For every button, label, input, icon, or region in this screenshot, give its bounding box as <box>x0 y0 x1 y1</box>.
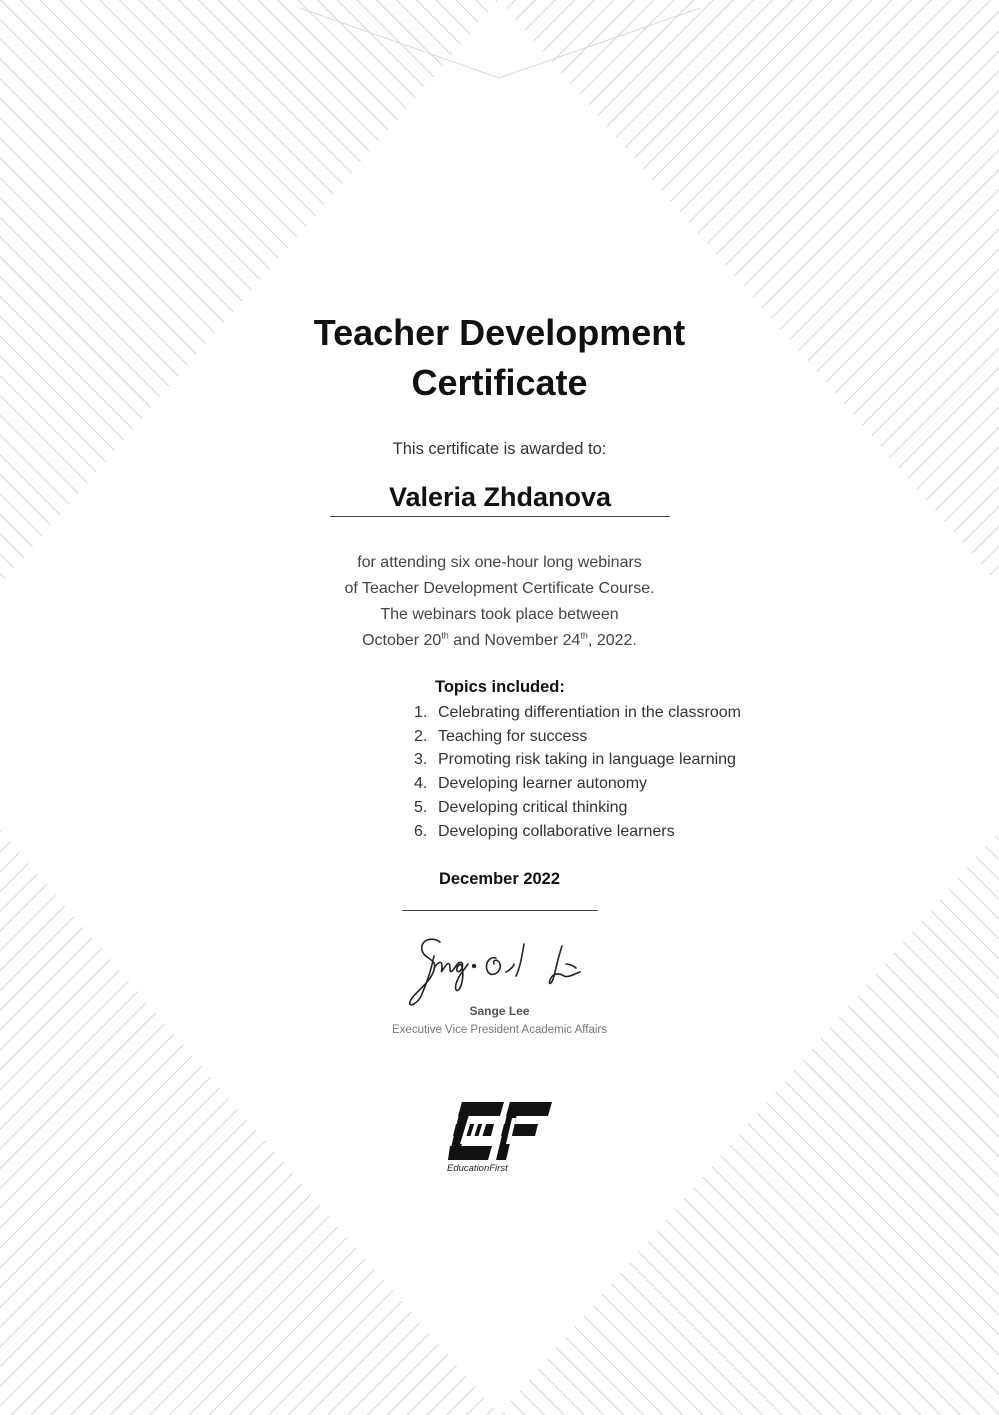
title-line-1: Teacher Development <box>313 312 686 353</box>
ef-logo-icon <box>448 1100 556 1162</box>
topic-number: 3. <box>414 751 428 769</box>
topic-text: Developing learner autonomy <box>438 775 648 793</box>
date-start: October 20 <box>362 632 442 649</box>
issue-date: December 2022 <box>438 870 561 888</box>
topic-item <box>414 701 834 725</box>
topic-item <box>414 725 834 749</box>
topic-text: Developing critical thinking <box>438 798 628 816</box>
topic-number: 6. <box>414 822 428 840</box>
certificate-title <box>0 308 999 408</box>
ordinal-suffix-1: th <box>441 630 449 641</box>
topic-text: Promoting risk taking in language learning <box>438 751 736 769</box>
title-line-2: Certificate <box>411 362 588 403</box>
topic-text: Teaching for success <box>438 727 588 745</box>
awarded-to-text: This certificate is awarded to: <box>392 440 607 458</box>
topics-heading: Topics included: <box>435 678 565 696</box>
topic-number: 1. <box>414 704 428 721</box>
topics-list <box>414 701 834 843</box>
signer-title: Executive Vice President Academic Affairs <box>392 1024 607 1036</box>
topic-number: 2. <box>414 727 428 745</box>
topic-number: 4. <box>414 775 428 793</box>
description-line-3: The webinars took place between <box>380 606 619 623</box>
handwritten-signature <box>398 928 608 1008</box>
signer-name: Sange Lee <box>469 1004 530 1018</box>
year: , 2022. <box>587 632 637 649</box>
topic-item <box>414 748 834 772</box>
topic-text: Celebrating differentiation in the classroom <box>438 704 741 721</box>
topic-text: Developing collaborative learners <box>438 822 675 840</box>
description-line-2: of Teacher Development Certificate Course. <box>344 580 655 597</box>
course-description <box>0 550 999 654</box>
topics-section <box>414 675 834 843</box>
topic-number: 5. <box>414 798 428 816</box>
topic-item <box>414 820 834 844</box>
description-line-4 <box>0 628 999 654</box>
date-end: and November 24 <box>448 632 581 649</box>
topic-item <box>414 796 834 820</box>
signature-line <box>402 910 598 911</box>
ordinal-suffix-2: th <box>580 630 588 641</box>
topic-item <box>414 772 834 796</box>
logo-caption: EducationFirst <box>447 1163 508 1174</box>
description-line-1: for attending six one-hour long webinars <box>357 554 642 571</box>
recipient-name: Valeria Zhdanova <box>330 478 670 517</box>
